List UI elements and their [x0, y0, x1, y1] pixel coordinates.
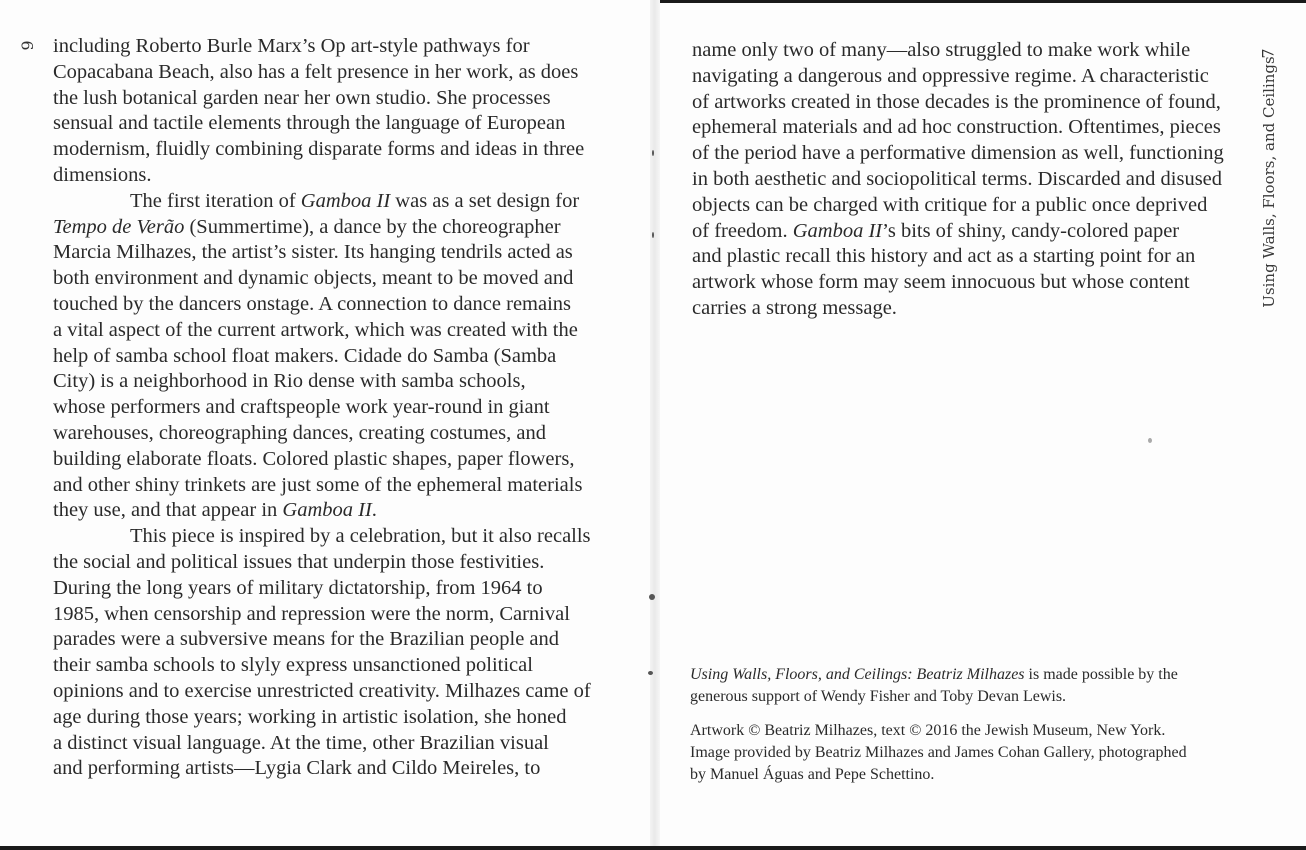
running-head: Using Walls, Floors, and Ceilings — [1260, 56, 1278, 308]
artwork-title: Gamboa II — [792, 219, 883, 242]
top-page-edge — [660, 0, 1306, 3]
artwork-title: Gamboa II — [300, 189, 391, 212]
sponsor-credit — [690, 664, 1230, 708]
text-line: and performing artists—Lygia Clark and Cildo Meireles, to — [53, 757, 541, 780]
left-column-text — [53, 34, 623, 782]
right-page-number: 7 — [1258, 48, 1278, 59]
text-line: a vital aspect of the current artwork, which was created with the — [53, 318, 578, 341]
text-line: name only two of many—also struggled to make work while — [692, 39, 1191, 61]
left-page-number: 6 — [17, 40, 37, 51]
text-line: parades were a subversive means for the Brazilian people and — [53, 628, 560, 651]
text-line: both environment and dynamic objects, meant to be moved and — [53, 267, 574, 290]
text-line: their samba schools to slyly express unsanctioned political — [53, 654, 533, 677]
text-line: 1985, when censorship and repression were the norm, Carnival — [53, 602, 570, 625]
text-line: touched by the dancers onstage. A connection to dance remains — [53, 292, 572, 315]
scan-speck — [652, 232, 654, 238]
text-line: warehouses, choreographing dances, creating costumes, and — [53, 421, 546, 444]
page-gutter — [650, 0, 660, 850]
text-line: Copacabana Beach, also has a felt presence in her work, as does — [53, 60, 579, 83]
text-line: of freedom. Gamboa II’s bits of shiny, candy-colored paper — [692, 219, 1180, 242]
text-line: and plastic recall this history and act as a starting point for an — [692, 245, 1196, 268]
text-line: carries a strong message. — [692, 296, 897, 319]
text-line: generous support of Wendy Fisher and Toby Devan Lewis. — [690, 688, 1067, 705]
scan-speck — [648, 671, 653, 675]
text-line: During the long years of military dictatorship, from 1964 to — [53, 576, 543, 599]
text-line: they use, and that appear in Gamboa II. — [53, 499, 377, 522]
text-line: artwork whose form may seem innocuous but whose content — [692, 271, 1190, 294]
text-line: Tempo de Verão (Summertime), a dance by the choreographer — [53, 215, 561, 238]
scan-speck — [652, 150, 654, 156]
scan-speck — [1148, 438, 1152, 443]
text-line: dimensions. — [53, 163, 152, 186]
text-line: Using Walls, Floors, and Ceilings: Beatriz Milhazes is made possible by the — [690, 666, 1178, 683]
text-line: and other shiny trinkets are just some of the ephemeral materials — [53, 473, 583, 496]
text-line: of artworks created in those decades is the prominence of found, — [692, 90, 1221, 113]
text-line: objects can be charged with critique for a public once deprived — [692, 193, 1208, 216]
text-line: Marcia Milhazes, the artist’s sister. Its hanging tendrils acted as — [53, 241, 573, 264]
text-line: the lush botanical garden near her own studio. She processes — [53, 86, 551, 109]
text-line: Image provided by Beatriz Milhazes and James Cohan Gallery, photographed — [690, 744, 1187, 761]
artwork-title: Gamboa II — [282, 499, 372, 522]
scan-speck — [649, 594, 655, 600]
exhibition-title: Using Walls, Floors, and Ceilings: Beatriz Milhazes — [690, 666, 1025, 683]
bottom-page-edge — [0, 846, 1306, 850]
right-column-text — [692, 38, 1252, 322]
text-line: including Roberto Burle Marx’s Op art-style pathways for — [53, 35, 530, 57]
text-line: opinions and to exercise unrestricted creativity. Milhazes came of — [53, 679, 591, 702]
text-line: building elaborate floats. Colored plastic shapes, paper flowers, — [53, 447, 575, 470]
text-line: whose performers and craftspeople work year-round in giant — [53, 396, 550, 419]
paragraph-start-line: This piece is inspired by a celebration, but it also recalls — [130, 525, 591, 548]
text-line: Artwork © Beatriz Milhazes, text © 2016 the Jewish Museum, New York. — [690, 722, 1166, 739]
text-line: by Manuel Águas and Pepe Schettino. — [690, 766, 935, 783]
text-line: City) is a neighborhood in Rio dense with samba schools, — [53, 370, 526, 393]
paragraph-start-line: The first iteration of Gamboa II was as a set design for — [130, 189, 580, 212]
text-line: a distinct visual language. At the time, other Brazilian visual — [53, 731, 549, 754]
text-line: ephemeral materials and ad hoc construction. Oftentimes, pieces — [692, 116, 1221, 139]
text-line: the social and political issues that underpin those festivities. — [53, 550, 545, 573]
copyright-credit — [690, 720, 1230, 786]
text-line: sensual and tactile elements through the language of European — [53, 112, 566, 135]
text-line: of the period have a performative dimension as well, functioning — [692, 142, 1224, 165]
text-line: age during those years; working in artistic isolation, she honed — [53, 705, 567, 728]
text-line: in both aesthetic and sociopolitical terms. Discarded and disused — [692, 167, 1223, 190]
dance-title: Tempo de Verão — [53, 215, 185, 238]
text-line: help of samba school float makers. Cidade do Samba (Samba — [53, 344, 557, 367]
text-line: modernism, fluidly combining disparate forms and ideas in three — [53, 138, 585, 161]
text-line: navigating a dangerous and oppressive regime. A characteristic — [692, 64, 1209, 87]
